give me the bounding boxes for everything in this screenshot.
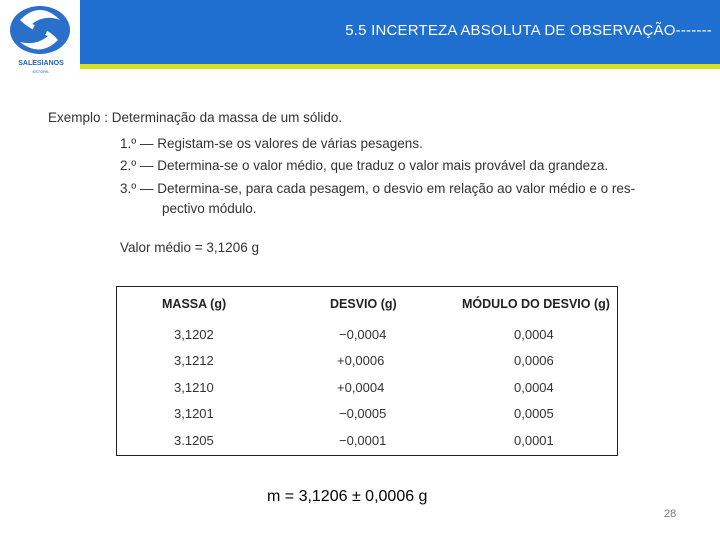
logo-text: SALESIANOS xyxy=(18,60,64,67)
step-2: 2.º — Determina-se o valor médio, que traduz o valor mais provável da grandeza. xyxy=(120,158,609,173)
example-intro: Exemplo : Determinação da massa de um sólido. xyxy=(48,110,343,125)
table-cell: 3,1201 xyxy=(174,406,214,421)
table-cell: 0,0006 xyxy=(514,353,554,368)
mean-value: Valor médio = 3,1206 g xyxy=(120,240,259,255)
step-3-continuation: pectivo módulo. xyxy=(162,201,257,216)
table-cell: 3,1212 xyxy=(174,353,214,368)
table-header-desvio: DESVIO (g) xyxy=(330,297,397,311)
salesianos-logo xyxy=(0,0,80,76)
table-header-modulo: MÓDULO DO DESVIO (g) xyxy=(462,297,610,311)
table-cell: +0,0006 xyxy=(337,353,385,368)
slide-title: 5.5 INCERTEZA ABSOLUTA DE OBSERVAÇÃO------- xyxy=(345,22,712,39)
step-1: 1.º — Registam-se os valores de várias pesagens. xyxy=(120,136,423,151)
table-cell: 0,0004 xyxy=(514,380,554,395)
table-header-massa: MASSA (g) xyxy=(162,297,227,311)
logo-subtext: ESTORIL xyxy=(32,69,50,74)
page-number: 28 xyxy=(664,508,677,520)
table-cell: 3,1210 xyxy=(174,380,214,395)
result-formula: m = 3,1206 ± 0,0006 g xyxy=(267,488,428,505)
table-cell: +0,0004 xyxy=(337,380,385,395)
table-cell: −0,0001 xyxy=(339,433,387,448)
header-accent-line xyxy=(80,64,720,69)
logo-emblem-icon xyxy=(0,0,80,60)
table-cell: 0,0005 xyxy=(514,406,554,421)
table-cell: 3,1202 xyxy=(174,327,214,342)
table-cell: 0,0004 xyxy=(514,327,554,342)
table-cell: 3.1205 xyxy=(174,433,214,448)
table-cell: −0,0005 xyxy=(339,406,387,421)
data-table xyxy=(116,286,618,456)
table-cell: 0,0001 xyxy=(514,433,554,448)
table-cell: −0,0004 xyxy=(339,327,387,342)
step-3: 3.º — Determina-se, para cada pesagem, o desvio em relação ao valor médio e o res- xyxy=(120,181,636,196)
